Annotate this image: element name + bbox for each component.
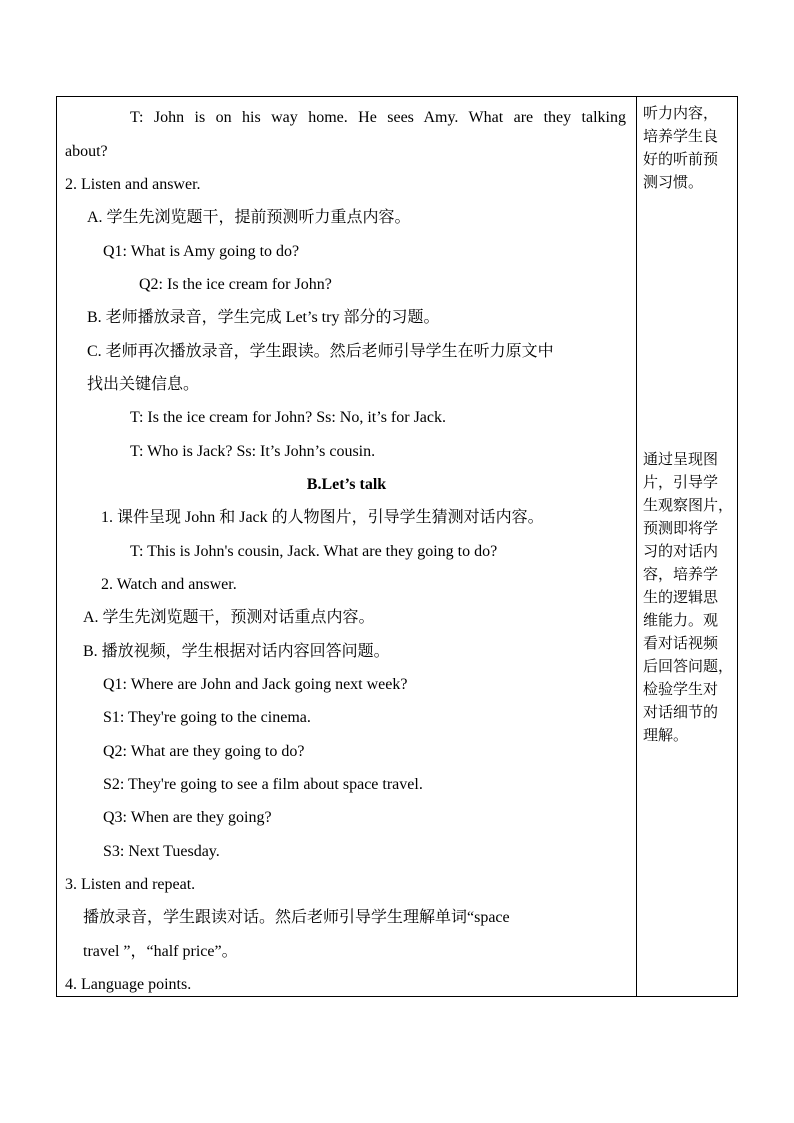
note-line: 检验学生对	[643, 682, 719, 698]
note-line: 通过呈现图	[643, 452, 719, 468]
note-line: 听力内容，	[643, 106, 719, 122]
note-line: 预测即将学	[643, 521, 719, 537]
question-line: Q3: When are they going?	[103, 809, 272, 826]
section-heading: 2. Watch and answer.	[101, 576, 237, 593]
note-line: 容，培养学	[643, 567, 719, 583]
question-line: Q2: What are they going to do?	[103, 743, 305, 760]
question-line: Q1: What is Amy going to do?	[103, 243, 300, 260]
note-line: 生的逻辑思	[643, 590, 719, 606]
text-line: B. 老师播放录音，学生完成 Let’s try 部分的习题。	[87, 309, 440, 326]
note-line: 维能力。观	[643, 613, 719, 629]
text-line: C. 老师再次播放录音，学生跟读。然后老师引导学生在听力原文中	[87, 343, 554, 360]
text-line: 播放录音，学生跟读对话。然后老师引导学生理解单词“space	[83, 909, 510, 926]
text-line: A. 学生先浏览题干，提前预测听力重点内容。	[87, 209, 411, 226]
purpose-note-talk	[643, 449, 735, 748]
question-line: Q1: Where are John and Jack going next week?	[103, 676, 408, 693]
text-line: about?	[65, 143, 108, 160]
text-line: 1. 课件呈现 John 和 Jack 的人物图片，引导学生猜测对话内容。	[101, 509, 544, 526]
note-line: 培养学生良	[643, 129, 719, 145]
question-line: Q2: Is the ice cream for John?	[139, 276, 332, 293]
dialogue-line: T: Who is Jack? Ss: It’s John’s cousin.	[130, 443, 376, 460]
answer-line: S3: Next Tuesday.	[103, 843, 220, 860]
text-line: travel ”，“half price”。	[83, 943, 238, 960]
lesson-table	[56, 96, 738, 997]
dialogue-line: T: Is the ice cream for John? Ss: No, it’s for Jack.	[130, 409, 447, 426]
dialogue-line: T: This is John's cousin, Jack. What are they going to do?	[130, 543, 498, 560]
note-line: 片，引导学	[643, 475, 719, 491]
note-line: 后回答问题，	[643, 659, 734, 675]
purpose-note-listening	[643, 103, 735, 195]
note-line: 理解。	[643, 728, 689, 744]
note-line: 测习惯。	[643, 175, 704, 191]
answer-line: S1: They're going to the cinema.	[103, 709, 311, 726]
note-line: 对话细节的	[643, 705, 719, 721]
section-heading: 2. Listen and answer.	[65, 176, 201, 193]
section-heading: 4. Language points.	[65, 976, 192, 993]
text-line: 找出关键信息。	[87, 376, 200, 393]
section-heading: 3. Listen and repeat.	[65, 876, 196, 893]
note-line: 好的听前预	[643, 152, 719, 168]
answer-line: S2: They're going to see a film about space travel.	[103, 776, 423, 793]
text-line: T: John is on his way home. He sees Amy. What are they talking	[130, 109, 626, 126]
note-line: 习的对话内	[643, 544, 719, 560]
note-line: 生观察图片，	[643, 498, 734, 514]
note-line: 看对话视频	[643, 636, 719, 652]
text-line: A. 学生先浏览题干，预测对话重点内容。	[83, 609, 375, 626]
section-title: B.Let’s talk	[306, 476, 387, 493]
text-line: B. 播放视频，学生根据对话内容回答问题。	[83, 643, 390, 660]
column-divider	[636, 97, 637, 996]
